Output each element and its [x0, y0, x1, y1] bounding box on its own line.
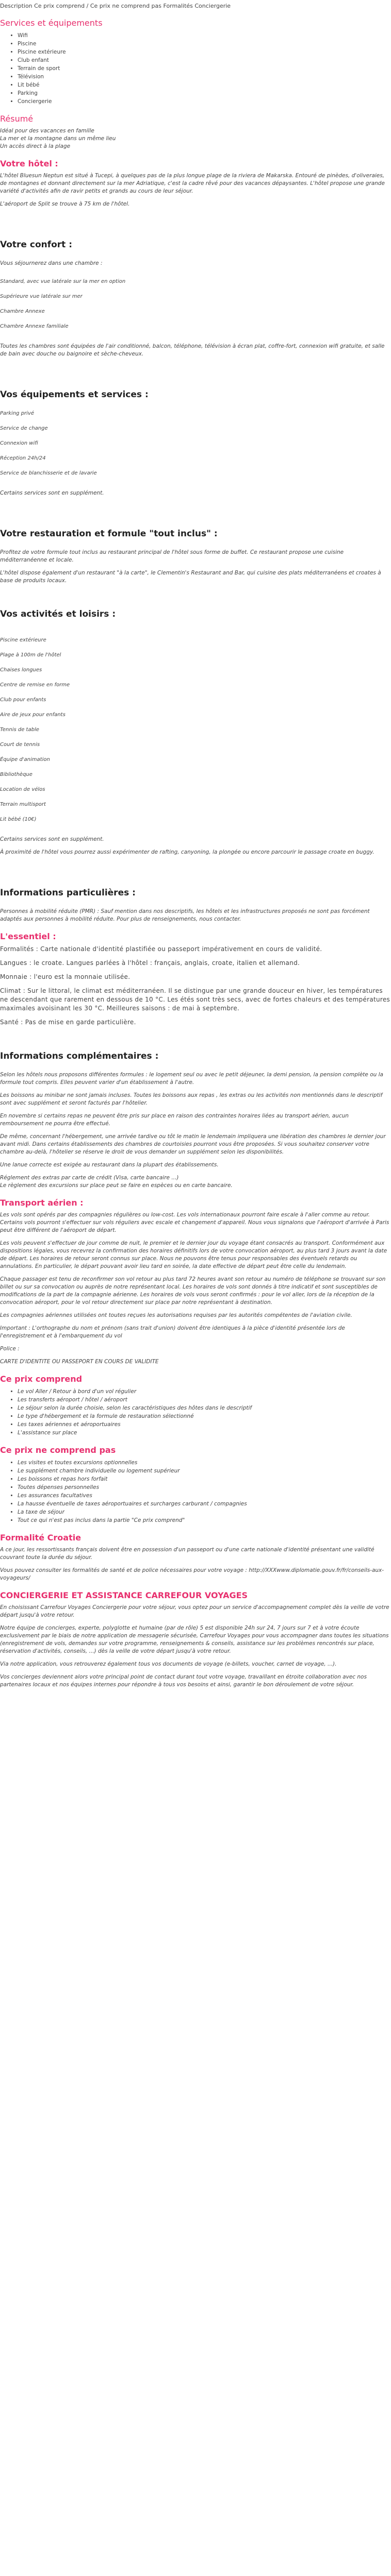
- list-item: • Parking: [18, 89, 391, 97]
- list-item: • Club enfant: [18, 56, 391, 64]
- activite-item: Centre de remise en forme: [0, 682, 70, 688]
- list-item: • Le supplément chambre individuelle ou logement supérieur: [18, 1467, 391, 1475]
- transport-p: Les compagnies aériennes utilisées ont toutes reçues les autorisations requises par les autorités compétentes de l'aviation civile.: [0, 1312, 352, 1318]
- transport-p: Les vols peuvent s'effectuer de jour comme de nuit, le premier et le dernier jour du voyage étant consacrés au transport. Conformément aux dispositions légales, vous recevrez la confirmation des horaires définitifs lors de votre convocation aéroport, au plus tard 3 jours avant la date de départ. Les horaires de retour seront connus sur place. Nous ne pouvons être tenus pour responsables des éventuels retards ou annulations. En particulier, le départ pouvant avoir lieu tard en soirée, la date effective de départ peut être celle du lendemain.: [0, 1240, 387, 1269]
- conciergerie-p: Vos concierges deviennent alors votre principal point de contact durant tout votre voyage, travaillant en étroite collaboration avec nos partenaires locaux et nos équipes internes pour répondre à tous vos besoins et ainsi, garantir le bon déroulement de votre séjour.: [0, 1674, 367, 1688]
- activite-item: Aire de jeux pour enfants: [0, 712, 66, 718]
- pas-comprend-list: [0, 1459, 391, 1524]
- police-label: Police :: [0, 1346, 20, 1352]
- formalites-title: Formalité Croatie: [0, 1533, 82, 1543]
- activite-item: Équipe d'animation: [0, 757, 50, 762]
- list-item: • Le type d'hébergement et la formule de restauration sélectionné: [18, 1412, 391, 1420]
- activite-item: Bibliothèque: [0, 772, 32, 777]
- complementaires-p: Réglement des extras par carte de crédit (Visa, carte bancaire ...): [0, 1175, 179, 1181]
- list-item: • Les visites et toutes excursions optionnelles: [18, 1459, 391, 1467]
- activite-item: Piscine extérieure: [0, 637, 46, 643]
- transport-p: Chaque passager est tenu de reconfirmer son vol retour au plus tard 72 heures avant son retour au numéro de téléphone se trouvant sur son billet ou sur sa convocation ou auprès de notre représentant local. Les horaires de vols sont donnés à titre indicatif et sont susceptibles de modifications de la part de la compagnie aérienne. Les horaires de vols vous seront confirmés : pour le vol aller, lors de la réception de la convocation aéroport, pour le vol retour directement sur place par notre représentant à destination.: [0, 1276, 386, 1306]
- list-item: • Le séjour selon la durée choisie, selon les caractéristiques des hôtes dans le descriptif: [18, 1404, 391, 1412]
- list-item: • La taxe de séjour: [18, 1508, 391, 1516]
- activites-list: [0, 636, 391, 823]
- hotel-airport: L'aéroport de Split se trouve à 75 km de l'hôtel.: [0, 201, 130, 207]
- equipement-item: Service de change: [0, 426, 48, 431]
- list-item: • L'assistance sur place: [18, 1429, 391, 1437]
- transport-title: Transport aérien :: [0, 1198, 84, 1208]
- activite-item: Tennis de table: [0, 727, 39, 733]
- conciergerie-p: En choisissant Carrefour Voyages Conciergerie pour votre séjour, vous optez pour un service d'accompagnement complet dès la veille de votre départ jusqu'à votre retour.: [0, 1604, 389, 1618]
- activite-item: Plage à 100m de l'hôtel: [0, 652, 61, 658]
- equipement-item: Parking privé: [0, 411, 35, 416]
- activite-item: Lit bébé (10€): [0, 817, 37, 822]
- top-navigation-text: Description Ce prix comprend / Ce prix ne comprend pas Formalités Conciergerie: [0, 3, 231, 9]
- resume-line: Idéal pour des vacances en famille: [0, 128, 94, 134]
- list-item: • Le vol Aller / Retour à bord d'un vol régulier: [18, 1387, 391, 1396]
- list-item: • Piscine extérieure: [18, 48, 391, 56]
- complementaires-p: Le règlement des excursions sur place peut se faire en espèces ou en carte bancaire.: [0, 1182, 233, 1189]
- complementaires-p: En novembre si certains repas ne peuvent être pris sur place en raison des contraintes horaires liées au transport aérien, aucun remboursement ne pourra être effectué.: [0, 1113, 349, 1127]
- conciergerie-title: CONCIERGERIE ET ASSISTANCE CARREFOUR VOYAGES: [0, 1590, 248, 1600]
- activite-item: Club pour enfants: [0, 697, 46, 703]
- equipements-note: Certains services sont en supplément.: [0, 490, 104, 496]
- restauration-title: Votre restauration et formule "tout inclus" :: [0, 529, 218, 539]
- conciergerie-p: Via notre application, vous retrouverez également tous vos documents de voyage (e-billets, voucher, carnet de voyage, ...).: [0, 1661, 337, 1667]
- confort-title: Votre confort :: [0, 240, 73, 250]
- complementaires-p: Selon les hôtels nous proposons différentes formules : le logement seul ou avec le petit déjeuner, la demi pension, la pension complète ou la formule tout compris. Elles peuvent varier d'un établissement à l'autre.: [0, 1072, 383, 1086]
- id-requirement: CARTE D'IDENTITE OU PASSEPORT EN COURS DE VALIDITE: [0, 1359, 159, 1365]
- essentiel-climat: Climat : Sur le littoral, le climat est méditerranéen. Il se distingue par une grande douceur en hiver, les températures ne descendant que rarement en dessous de 10 °C. Les étés sont très secs, avec de fortes chaleurs et des températures maximales avoisinant les 30 °C. Meilleures saisons : de mai à septembre.: [0, 987, 390, 1012]
- list-item: • Wifi: [18, 31, 391, 40]
- list-item: • Télévision: [18, 73, 391, 81]
- list-item: • Lit bébé: [18, 81, 391, 89]
- essentiel-title: L'essentiel :: [0, 931, 56, 941]
- room-item: Supérieure vue latérale sur mer: [0, 294, 83, 299]
- room-item: Chambre Annexe: [0, 309, 45, 314]
- list-item: • Piscine: [18, 40, 391, 48]
- services-list: [0, 31, 391, 106]
- room-list: [0, 278, 391, 330]
- complementaires-p: De même, concernant l'hébergement, une arrivée tardive ou tôt le matin le lendemain impliquera une libération des chambres le dernier jour avant midi. Dans certains établissements des chambres de courtoisies pourront vous être proposées. Si vous souhaitez conserver votre chambre au-delà, l'hôtelier se réserve le droit de vous demander un supplément selon les disponibilités.: [0, 1133, 386, 1155]
- activites-note: Certains services sont en supplément.: [0, 836, 104, 842]
- equipements-list: [0, 410, 391, 477]
- equipement-item: Connexion wifi: [0, 440, 38, 446]
- activite-item: Court de tennis: [0, 742, 40, 748]
- comprend-title: Ce prix comprend: [0, 1374, 83, 1384]
- conciergerie-p: Notre équipe de concierges, experte, polyglotte et humaine (par de rôle) 5 est disponible 24h sur 24, 7 jours sur 7 et à votre écoute exclusivement par le biais de notre application de messagerie sécurisée, Carrefour Voyages pour vous accompagner dans toutes les situations (enregistrement de vols, demandes sur votre programme, renseignements & conseils, assistance sur les problèmes rencontrés sur place, réservation d'activités, conseils, ...) dès la veille de votre départ jusqu'à votre retour.: [0, 1625, 389, 1654]
- list-item: • La hausse éventuelle de taxes aéroportuaires et surcharges carburant / compagnies: [18, 1500, 391, 1508]
- list-item: • Les transferts aéroport / hôtel / aéroport: [18, 1396, 391, 1404]
- room-item: Chambre Annexe familiale: [0, 324, 69, 329]
- formalites-p1: A ce jour, les ressortissants français doivent être en possession d'un passeport ou d'une carte nationale d'identité présentant une validité couvrant toute la durée du séjour.: [0, 1547, 374, 1561]
- essentiel-monnaie: Monnaie : l'euro est la monnaie utilisée.: [0, 973, 131, 980]
- restauration-p2: L'hôtel dispose également d'un restaurant "à la carte", le Clementin's Restaurant and Bar, qui cuisine des plats méditerranéens et croates à base de produits locaux.: [0, 570, 381, 584]
- list-item: • Tout ce qui n'est pas inclus dans la partie "Ce prix comprend": [18, 1516, 391, 1524]
- complementaires-p: Les boissons au minibar ne sont jamais incluses. Toutes les boissons aux repas , les extras ou les activités non mentionnés dans le descriptif sont avec supplément et seront facturés par l'hôtelier.: [0, 1092, 383, 1106]
- pas-comprend-title: Ce prix ne comprend pas: [0, 1445, 116, 1455]
- room-item: Standard, avec vue latérale sur la mer en option: [0, 279, 126, 284]
- essentiel-langues: Langues : le croate. Langues parlées à l'hôtel : français, anglais, croate, italien et allemand.: [0, 959, 300, 967]
- essentiel-sante: Santé : Pas de mise en garde particulière.: [0, 1019, 136, 1026]
- list-item: • Toutes dépenses personnelles: [18, 1483, 391, 1492]
- list-item: • Terrain de sport: [18, 64, 391, 73]
- services-title: Services et équipements: [0, 18, 103, 28]
- hotel-title: Votre hôtel :: [0, 159, 58, 168]
- list-item: • Les taxes aériennes et aéroportuaires: [18, 1420, 391, 1429]
- resume-line: La mer et la montagne dans un même lieu: [0, 135, 116, 142]
- confort-intro: Vous séjournerez dans une chambre :: [0, 260, 103, 266]
- comprend-list: [0, 1387, 391, 1437]
- resume-title: Résumé: [0, 114, 34, 124]
- list-item: • Les assurances facultatives: [18, 1492, 391, 1500]
- essentiel-formalites: Formalités : Carte nationale d'identité plastifiée ou passeport impérativement en cours de validité.: [0, 945, 322, 953]
- transport-p: Les vols sont opérés par des compagnies régulières ou low-cost. Les vols internationaux pourront faire escale à l'aller comme au retour. Certains vols pourront s'effectuer sur vols réguliers avec escale et changement d'appareil. Nous vous signalons que l'aéroport d'arrivée à Paris peut être différent de l'aéroport de départ.: [0, 1212, 389, 1233]
- equipement-item: Service de blanchisserie et de lavarie: [0, 470, 97, 476]
- formalites-p2: Vous pouvez consulter les formalités de santé et de police nécessaires pour votre voyage : http://XXXwww.diplomatie.gouv.fr/fr/conseils-aux-voyageurs/: [0, 1567, 384, 1581]
- activite-item: Location de vélos: [0, 787, 45, 792]
- complementaires-title: Informations complémentaires :: [0, 1051, 159, 1061]
- activites-title: Vos activités et loisirs :: [0, 609, 116, 619]
- activites-proximity: À proximité de l'hôtel vous pourrez aussi expérimenter de rafting, canyoning, la plongée ou encore parcourir le passage croate en buggy.: [0, 849, 374, 855]
- hotel-description: L'hôtel Bluesun Neptun est situé à Tucepi, à quelques pas de la plus longue plage de la riviera de Makarska. Entouré de pinèdes, d'oliveraies, de montagnes et donnant directement sur la mer Adriatique, c'est la cadre rêvé pour des vacances dépaysantes. L'hôtel propose une grande variété d'activités afin de ravir petits et grands au cours de leur séjour.: [0, 173, 385, 194]
- important-note: Important : L'orthographe du nom et prénom (sans trait d'union) doivent être identiques à la pièce d'identité présentée lors de l'enregistrement et à l'embarquement du vol: [0, 1325, 345, 1339]
- activite-item: Chaises longues: [0, 667, 42, 673]
- resume-line: Un accès direct à la plage: [0, 143, 71, 149]
- room-equipment-note: Toutes les chambres sont équipées de l'air conditionné, balcon, téléphone, télévision à écran plat, coffre-fort, connexion wifi gratuite, et salle de bain avec douche ou baignoire et sèche-cheveux.: [0, 343, 385, 357]
- equipement-item: Réception 24h/24: [0, 455, 46, 461]
- restauration-p1: Profitez de votre formule tout inclus au restaurant principal de l'hôtel sous forme de buffet. Ce restaurant propose une cuisine méditerranéenne et locale.: [0, 549, 344, 563]
- list-item: • Conciergerie: [18, 97, 391, 106]
- activite-item: Terrain multisport: [0, 802, 46, 807]
- pmr-info: Personnes à mobilité réduite (PMR) : Sauf mention dans nos descriptifs, les hôtels et les infrastructures proposés ne sont pas forcément adaptés aux personnes à mobilité réduite. Pour plus de renseignements, nous contacter.: [0, 908, 370, 922]
- complementaires-p: Une lanue correcte est exigée au restaurant dans la plupart des établissements.: [0, 1162, 219, 1168]
- infos-title: Informations particulières :: [0, 888, 136, 898]
- list-item: • Les boissons et repas hors forfait: [18, 1475, 391, 1483]
- equipements-title: Vos équipements et services :: [0, 389, 149, 400]
